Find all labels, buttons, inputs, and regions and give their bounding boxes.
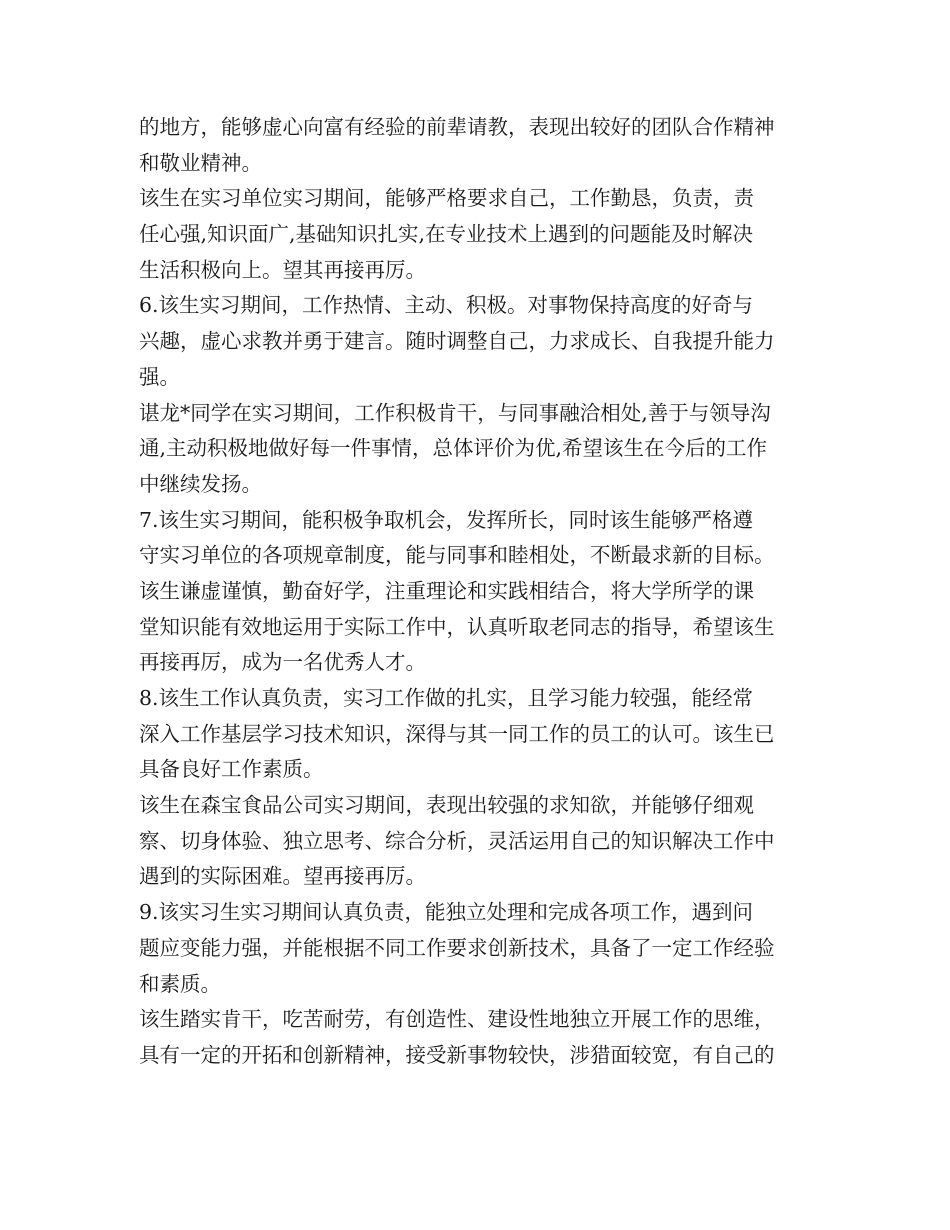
text-line: 遇到的实际困难。望再接再厉。 bbox=[139, 864, 426, 889]
text-line: 深入工作基层学习技术知识，深得与其一同工作的员工的认可。该生已 bbox=[139, 721, 775, 746]
text-line: 该生谦虚谨慎，勤奋好学，注重理论和实践相结合，将大学所学的课 bbox=[139, 578, 754, 603]
text-line: 9.该实习生实习期间认真负责，能独立处理和完成各项工作，遇到问 bbox=[139, 900, 754, 925]
text-line: 该生在实习单位实习期间，能够严格要求自己，工作勤恳，负责，责 bbox=[139, 186, 754, 211]
text-line: 和敬业精神。 bbox=[139, 150, 262, 175]
text-line: 堂知识能有效地运用于实际工作中，认真听取老同志的指导，希望该生 bbox=[139, 614, 775, 639]
text-line: 通,主动积极地做好每一件事情，总体评价为优,希望该生在今后的工作 bbox=[139, 436, 768, 461]
text-line: 的地方，能够虚心向富有经验的前辈请教，表现出较好的团队合作精神 bbox=[139, 115, 775, 139]
text-line: 具有一定的开拓和创新精神，接受新事物较快，涉猎面较宽，有自己的 bbox=[139, 1042, 775, 1067]
text-line: 该生踏实肯干，吃苦耐劳，有创造性、建设性地独立开展工作的思维， bbox=[139, 1007, 775, 1032]
text-line: 守实习单位的各项规章制度，能与同事和睦相处，不断最求新的目标。 bbox=[139, 543, 775, 568]
text-line: 谌龙*同学在实习期间，工作积极肯干，与同事融洽相处,善于与领导沟 bbox=[139, 400, 771, 425]
text-line: 和素质。 bbox=[139, 971, 221, 996]
text-line: 任心强,知识面广,基础知识扎实,在专业技术上遇到的问题能及时解决 bbox=[139, 222, 754, 247]
text-line: 再接再厉，成为一名优秀人才。 bbox=[139, 650, 426, 675]
text-line: 兴趣，虚心求教并勇于建言。随时调整自己，力求成长、自我提升能力 bbox=[139, 329, 775, 354]
text-line: 生活积极向上。望其再接再厉。 bbox=[139, 257, 426, 282]
text-line: 具备良好工作素质。 bbox=[139, 757, 324, 782]
text-line: 该生在森宝食品公司实习期间，表现出较强的求知欲，并能够仔细观 bbox=[139, 793, 754, 818]
text-line: 6.该生实习期间，工作热情、主动、积极。对事物保持高度的好奇与 bbox=[139, 293, 754, 318]
text-line: 强。 bbox=[139, 364, 180, 389]
text-line: 中继续发扬。 bbox=[139, 471, 262, 496]
text-line: 题应变能力强，并能根据不同工作要求创新技术，具备了一定工作经验 bbox=[139, 935, 775, 960]
text-line: 察、切身体验、独立思考、综合分析，灵活运用自己的知识解决工作中 bbox=[139, 828, 775, 853]
document-body bbox=[139, 110, 819, 1074]
text-line: 8.该生工作认真负责，实习工作做的扎实，且学习能力较强，能经常 bbox=[139, 686, 754, 710]
text-line: 7.该生实习期间，能积极争取机会，发挥所长，同时该生能够严格遵 bbox=[139, 507, 754, 532]
